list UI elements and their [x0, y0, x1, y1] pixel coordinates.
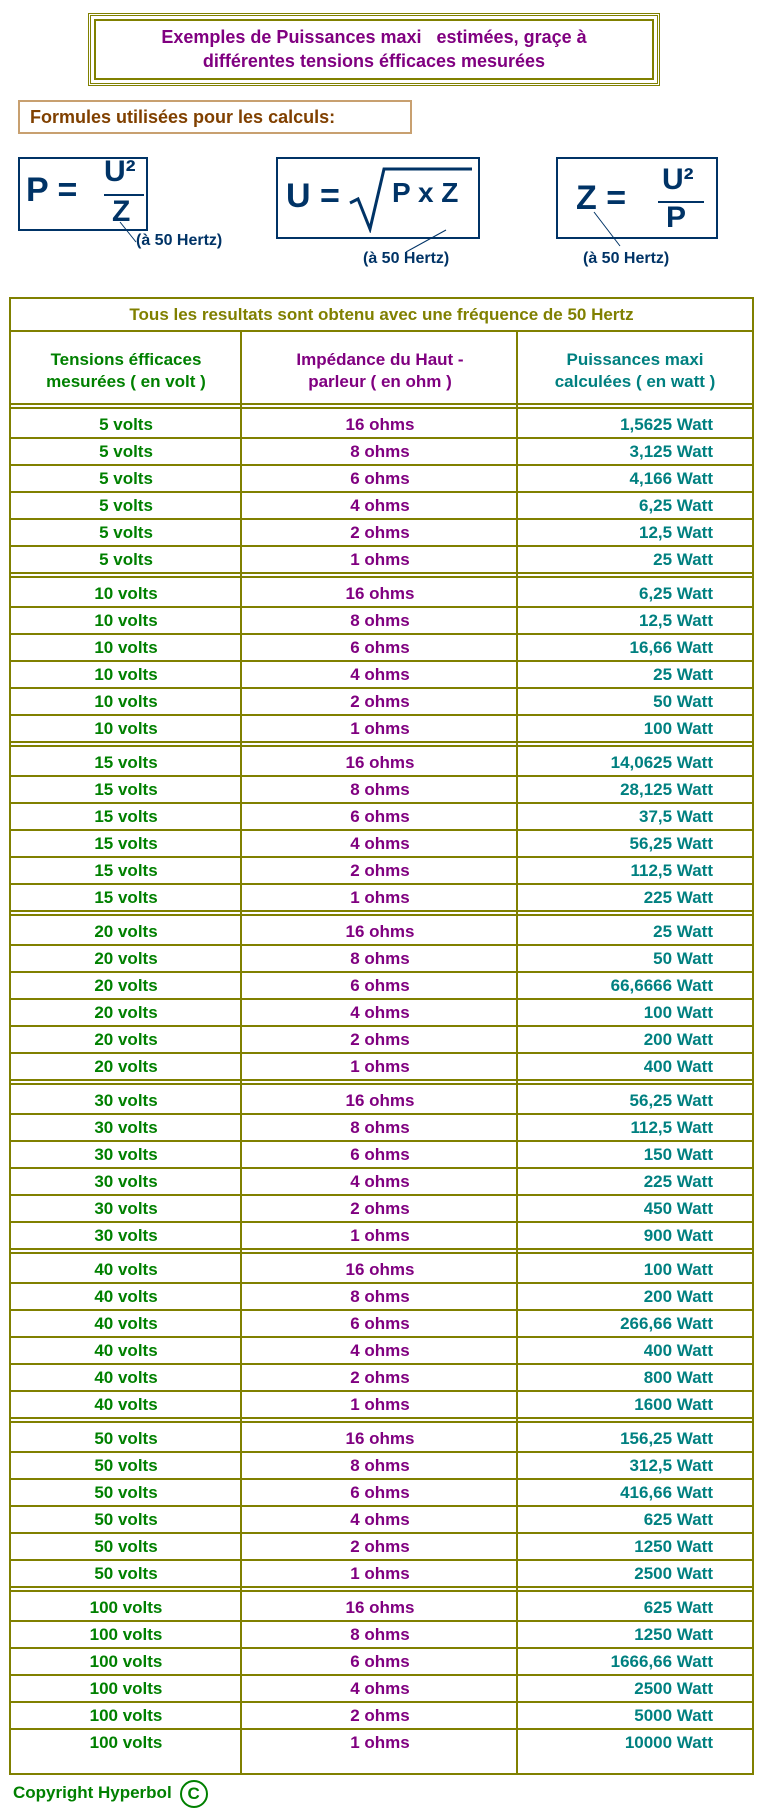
- formula-impedance-numerator: U²: [662, 163, 694, 196]
- impedance-cell: 2 ohms: [350, 1199, 410, 1218]
- voltage-cell: 5 volts: [99, 550, 153, 569]
- power-cell: 400 Watt: [643, 1341, 713, 1360]
- impedance-cell: 6 ohms: [350, 1145, 410, 1164]
- voltage-cell: 40 volts: [94, 1287, 158, 1306]
- impedance-cell: 16 ohms: [345, 753, 415, 772]
- formula-voltage-box: [276, 157, 480, 239]
- voltage-cell: 10 volts: [94, 665, 158, 684]
- voltage-cell: 40 volts: [94, 1260, 158, 1279]
- impedance-cell: 2 ohms: [350, 523, 410, 542]
- formula-impedance-denominator: P: [666, 201, 687, 234]
- impedance-cell: 4 ohms: [350, 1341, 410, 1360]
- impedance-cell: 8 ohms: [350, 780, 410, 799]
- voltage-cell: 50 volts: [94, 1483, 158, 1502]
- caption-divider: [11, 330, 752, 332]
- impedance-cell: 6 ohms: [350, 976, 410, 995]
- column-header-voltage: Tensions éfficaces mesurées ( en volt ): [46, 350, 206, 391]
- impedance-cell: 16 ohms: [345, 922, 415, 941]
- group-separator: [11, 576, 752, 578]
- power-cell: 100 Watt: [643, 719, 713, 738]
- impedance-cell: 4 ohms: [350, 1510, 410, 1529]
- impedance-cell: 2 ohms: [350, 1030, 410, 1049]
- voltage-cell: 10 volts: [94, 638, 158, 657]
- group-separator: [11, 745, 752, 747]
- power-cell: 14,0625 Watt: [610, 753, 713, 772]
- impedance-cell: 1 ohms: [350, 888, 410, 907]
- power-cell: 2500 Watt: [634, 1564, 713, 1583]
- formula-impedance-box: [556, 157, 718, 239]
- power-cell: 266,66 Watt: [620, 1314, 713, 1333]
- voltage-cell: 50 volts: [94, 1456, 158, 1475]
- voltage-cell: 100 volts: [89, 1733, 163, 1752]
- impedance-cell: 8 ohms: [350, 1625, 410, 1644]
- power-cell: 1250 Watt: [634, 1537, 713, 1556]
- power-cell: 225 Watt: [643, 1172, 713, 1191]
- voltage-cell: 10 volts: [94, 719, 158, 738]
- impedance-cell: 16 ohms: [345, 584, 415, 603]
- voltage-cell: 100 volts: [89, 1625, 163, 1644]
- page-title: Exemples de Puissances maxi estimées, graçe à différentes tensions éfficaces mesurées: [161, 27, 587, 71]
- voltage-cell: 10 volts: [94, 584, 158, 603]
- power-cell: 1600 Watt: [634, 1395, 713, 1414]
- power-cell: 156,25 Watt: [620, 1429, 713, 1448]
- copyright-text: Copyright Hyperbol: [13, 1783, 172, 1802]
- voltage-cell: 40 volts: [94, 1395, 158, 1414]
- impedance-cell: 2 ohms: [350, 1537, 410, 1556]
- impedance-cell: 16 ohms: [345, 1429, 415, 1448]
- copyright-line: [13, 1775, 208, 1811]
- formula-power-denominator: Z: [112, 195, 131, 228]
- title-box: [88, 13, 660, 86]
- impedance-cell: 8 ohms: [350, 949, 410, 968]
- impedance-cell: 6 ohms: [350, 1483, 410, 1502]
- voltage-cell: 30 volts: [94, 1091, 158, 1110]
- voltage-cell: 15 volts: [94, 780, 158, 799]
- power-cell: 25 Watt: [653, 550, 713, 569]
- power-cell: 625 Watt: [643, 1598, 713, 1617]
- group-separator: [11, 1079, 752, 1081]
- impedance-cell: 2 ohms: [350, 692, 410, 711]
- power-cell: 25 Watt: [653, 665, 713, 684]
- column-header-impedance: Impédance du Haut - parleur ( en ohm ): [296, 350, 464, 391]
- impedance-cell: 1 ohms: [350, 1564, 410, 1583]
- voltage-cell: 40 volts: [94, 1368, 158, 1387]
- power-cell: 10000 Watt: [624, 1733, 713, 1752]
- group-separator: [11, 1421, 752, 1423]
- group-separator: [11, 403, 752, 405]
- column-header-power: Puissances maxi calculées ( en watt ): [554, 350, 716, 391]
- impedance-cell: 1 ohms: [350, 1395, 410, 1414]
- power-cell: 6,25 Watt: [638, 584, 713, 603]
- power-cell: 400 Watt: [643, 1057, 713, 1076]
- impedance-cell: 16 ohms: [345, 1598, 415, 1617]
- impedance-cell: 8 ohms: [350, 442, 410, 461]
- voltage-cell: 5 volts: [99, 469, 153, 488]
- power-cell: 2500 Watt: [634, 1679, 713, 1698]
- power-cell: 66,6666 Watt: [610, 976, 713, 995]
- power-cell: 25 Watt: [653, 922, 713, 941]
- impedance-cell: 16 ohms: [345, 1091, 415, 1110]
- impedance-cell: 1 ohms: [350, 719, 410, 738]
- impedance-cell: 2 ohms: [350, 1368, 410, 1387]
- impedance-cell: 1 ohms: [350, 550, 410, 569]
- voltage-cell: 30 volts: [94, 1145, 158, 1164]
- group-separator: [11, 1586, 752, 1588]
- formula-voltage-radicand: P x Z: [392, 177, 459, 208]
- group-separator: [11, 1417, 752, 1419]
- power-cell: 3,125 Watt: [629, 442, 713, 461]
- formula-impedance-note: (à 50 Hertz): [583, 250, 670, 267]
- voltage-cell: 50 volts: [94, 1537, 158, 1556]
- voltage-cell: 40 volts: [94, 1314, 158, 1333]
- voltage-cell: 100 volts: [89, 1598, 163, 1617]
- impedance-cell: 2 ohms: [350, 1706, 410, 1725]
- power-cell: 28,125 Watt: [620, 780, 713, 799]
- voltage-cell: 20 volts: [94, 976, 158, 995]
- power-cell: 12,5 Watt: [638, 523, 713, 542]
- voltage-cell: 100 volts: [89, 1706, 163, 1725]
- power-cell: 112,5 Watt: [630, 1118, 713, 1137]
- power-cell: 4,166 Watt: [629, 469, 713, 488]
- voltage-cell: 100 volts: [89, 1652, 163, 1671]
- power-cell: 112,5 Watt: [630, 861, 713, 880]
- impedance-cell: 4 ohms: [350, 1003, 410, 1022]
- impedance-cell: 4 ohms: [350, 1172, 410, 1191]
- group-separator: [11, 914, 752, 916]
- power-cell: 37,5 Watt: [638, 807, 713, 826]
- power-cell: 16,66 Watt: [629, 638, 713, 657]
- voltage-cell: 5 volts: [99, 415, 153, 434]
- voltage-cell: 20 volts: [94, 1057, 158, 1076]
- power-cell: 1,5625 Watt: [620, 415, 713, 434]
- group-separator: [11, 407, 752, 409]
- power-cell: 150 Watt: [643, 1145, 713, 1164]
- power-cell: 50 Watt: [653, 949, 713, 968]
- group-separator: [11, 741, 752, 743]
- voltage-cell: 15 volts: [94, 753, 158, 772]
- power-cell: 1666,66 Watt: [610, 1652, 713, 1671]
- power-cell: 625 Watt: [643, 1510, 713, 1529]
- power-cell: 56,25 Watt: [629, 834, 713, 853]
- voltage-cell: 20 volts: [94, 949, 158, 968]
- voltage-cell: 50 volts: [94, 1510, 158, 1529]
- voltage-cell: 5 volts: [99, 442, 153, 461]
- power-cell: 6,25 Watt: [638, 496, 713, 515]
- formula-voltage-left: U =: [286, 177, 340, 215]
- power-cell: 800 Watt: [643, 1368, 713, 1387]
- impedance-cell: 4 ohms: [350, 665, 410, 684]
- power-cell: 5000 Watt: [634, 1706, 713, 1725]
- power-cell: 900 Watt: [643, 1226, 713, 1245]
- group-separator: [11, 1248, 752, 1250]
- voltage-cell: 100 volts: [89, 1679, 163, 1698]
- group-separator: [11, 572, 752, 574]
- results-table: [9, 297, 754, 1775]
- voltage-cell: 30 volts: [94, 1172, 158, 1191]
- power-cell: 50 Watt: [653, 692, 713, 711]
- voltage-cell: 50 volts: [94, 1429, 158, 1448]
- group-separator: [11, 1590, 752, 1592]
- power-cell: 312,5 Watt: [629, 1456, 713, 1475]
- impedance-cell: 4 ohms: [350, 1679, 410, 1698]
- power-cell: 56,25 Watt: [629, 1091, 713, 1110]
- voltage-cell: 50 volts: [94, 1564, 158, 1583]
- voltage-cell: 20 volts: [94, 1030, 158, 1049]
- group-separator: [11, 1252, 752, 1254]
- voltage-cell: 5 volts: [99, 496, 153, 515]
- impedance-cell: 6 ohms: [350, 638, 410, 657]
- impedance-cell: 1 ohms: [350, 1057, 410, 1076]
- power-cell: 225 Watt: [643, 888, 713, 907]
- impedance-cell: 1 ohms: [350, 1733, 410, 1752]
- impedance-cell: 6 ohms: [350, 1314, 410, 1333]
- voltage-cell: 20 volts: [94, 1003, 158, 1022]
- voltage-cell: 5 volts: [99, 523, 153, 542]
- formula-voltage-note: (à 50 Hertz): [363, 250, 450, 267]
- impedance-cell: 8 ohms: [350, 1287, 410, 1306]
- impedance-cell: 2 ohms: [350, 861, 410, 880]
- impedance-cell: 6 ohms: [350, 1652, 410, 1671]
- impedance-cell: 6 ohms: [350, 807, 410, 826]
- impedance-cell: 4 ohms: [350, 834, 410, 853]
- voltage-cell: 15 volts: [94, 888, 158, 907]
- voltage-cell: 15 volts: [94, 807, 158, 826]
- group-separator: [11, 910, 752, 912]
- voltage-cell: 40 volts: [94, 1341, 158, 1360]
- impedance-cell: 8 ohms: [350, 1456, 410, 1475]
- power-cell: 416,66 Watt: [620, 1483, 713, 1502]
- impedance-cell: 8 ohms: [350, 1118, 410, 1137]
- impedance-cell: 6 ohms: [350, 469, 410, 488]
- formula-power-numerator: U²: [104, 155, 136, 188]
- power-cell: 200 Watt: [643, 1287, 713, 1306]
- voltage-cell: 30 volts: [94, 1226, 158, 1245]
- copyright-icon: C: [180, 1780, 208, 1808]
- formulas-label: Formules utilisées pour les calculs:: [18, 100, 412, 134]
- voltage-cell: 30 volts: [94, 1199, 158, 1218]
- voltage-cell: 20 volts: [94, 922, 158, 941]
- voltage-cell: 15 volts: [94, 861, 158, 880]
- voltage-cell: 10 volts: [94, 692, 158, 711]
- impedance-cell: 8 ohms: [350, 611, 410, 630]
- power-cell: 100 Watt: [643, 1003, 713, 1022]
- group-separator: [11, 1083, 752, 1085]
- impedance-cell: 16 ohms: [345, 1260, 415, 1279]
- impedance-cell: 1 ohms: [350, 1226, 410, 1245]
- power-cell: 200 Watt: [643, 1030, 713, 1049]
- formula-power-note: (à 50 Hertz): [136, 232, 223, 249]
- voltage-cell: 15 volts: [94, 834, 158, 853]
- power-cell: 1250 Watt: [634, 1625, 713, 1644]
- table-caption: Tous les resultats sont obtenu avec une fréquence de 50 Hertz: [129, 305, 634, 324]
- power-cell: 100 Watt: [643, 1260, 713, 1279]
- voltage-cell: 30 volts: [94, 1118, 158, 1137]
- voltage-cell: 10 volts: [94, 611, 158, 630]
- impedance-cell: 4 ohms: [350, 496, 410, 515]
- formula-impedance-pointer: [592, 210, 632, 250]
- power-cell: 12,5 Watt: [638, 611, 713, 630]
- formula-impedance-left: Z =: [576, 179, 627, 217]
- power-cell: 450 Watt: [643, 1199, 713, 1218]
- formula-power-left: P =: [26, 171, 78, 209]
- impedance-cell: 16 ohms: [345, 415, 415, 434]
